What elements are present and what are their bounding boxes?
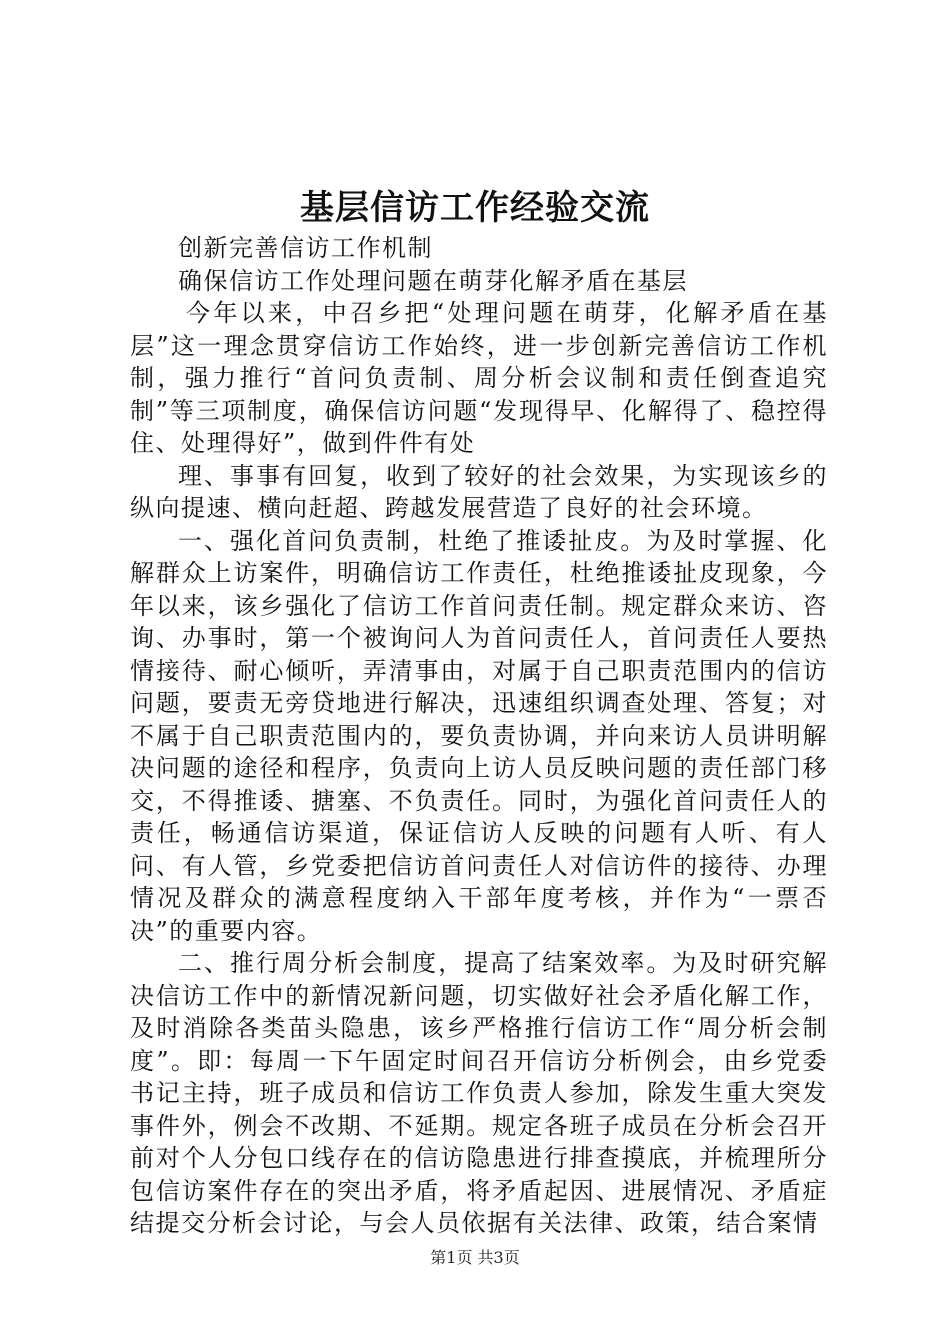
document-body <box>130 232 828 1240</box>
paragraph-intro-continued: 理、事事有回复，收到了较好的社会效果，为实现该乡的纵向提速、横向赶超、跨越发展营造了良好的社会环境。 <box>130 461 828 522</box>
document-title: 基层信访工作经验交流 <box>300 188 650 228</box>
paragraph-section-1: 一、强化首问负责制，杜绝了推诿扯皮。为及时掌握、化解群众上访案件，明确信访工作责任，杜绝推诿扯皮现象，今年以来，该乡强化了信访工作首问责任制。规定群众来访、咨询、办事时，第一个被询问人为首问责任人，首问责任人要热情接待、耐心倾听，弄清事由，对属于自己职责范围内的信访问题，要责无旁贷地进行解决，迅速组织调查处理、答复；对不属于自己职责范围内的，要负责协调，并向来访人员讲明解决问题的途径和程序，负责向上访人员反映问题的责任部门移交，不得推诿、搪塞、不负责任。同时，为强化首问责任人的责任，畅通信访渠道，保证信访人反映的问题有人听、有人问、有人管，乡党委把信访首问责任人对信访件的接待、办理情况及群众的满意程度纳入干部年度考核，并作为“一票否决”的重要内容。 <box>130 526 828 945</box>
subtitle-line-1: 创新完善信访工作机制 <box>178 234 433 262</box>
page-number-footer: 第1页 共3页 <box>430 1248 520 1267</box>
paragraph-section-2: 二、推行周分析会制度，提高了结案效率。为及时研究解决信访工作中的新情况新问题，切实做好社会矛盾化解工作，及时消除各类苗头隐患，该乡严格推行信访工作“周分析会制度”。即：每周一下午固定时间召开信访分析例会，由乡党委书记主持，班子成员和信访工作负责人参加，除发生重大突发事件外，例会不改期、不延期。规定各班子成员在分析会召开前对个人分包口线存在的信访隐患进行排查摸底，并梳理所分包信访案件存在的突出矛盾，将矛盾起因、进展情况、矛盾症结提交分析会讨论，与会人员依据有关法律、政策，结合案情 <box>130 949 828 1237</box>
paragraph-intro: 今年以来，中召乡把“处理问题在萌芽，化解矛盾在基层”这一理念贯穿信访工作始终，进一步创新完善信访工作机制，强力推行“首问负责制、周分析会议制和责任倒查追究制”等三项制度，确保信访问题“发现得早、化解得了、稳控得住、处理得好”，做到件件有处 <box>130 299 828 457</box>
subtitle-line-2: 确保信访工作处理问题在萌芽化解矛盾在基层 <box>178 266 688 295</box>
